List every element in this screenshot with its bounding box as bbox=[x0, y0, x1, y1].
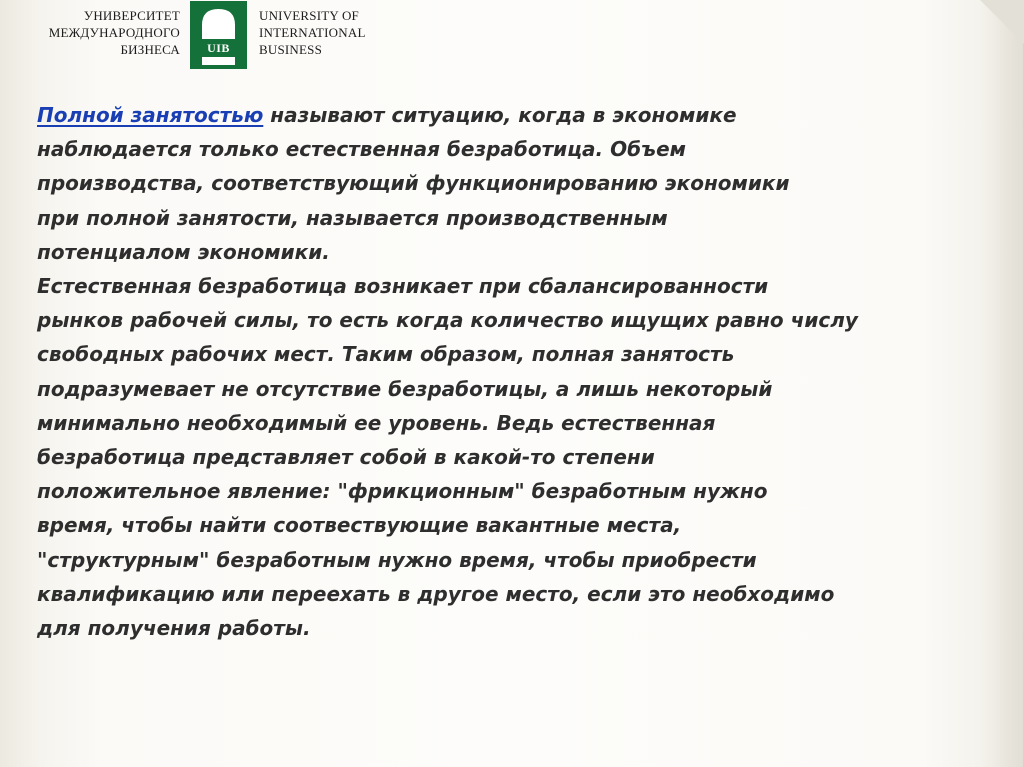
text-line: при полной занятости, называется производственным bbox=[37, 205, 668, 230]
text-line: "структурным" безработным нужно время, чтобы приобрести bbox=[37, 547, 757, 572]
logo-ru-line: МЕЖДУНАРОДНОГО bbox=[48, 25, 180, 40]
slide-body-text bbox=[37, 98, 957, 645]
text-line: потенциалом экономики. bbox=[37, 239, 330, 264]
text-line: минимально необходимый ее уровень. Ведь естественная bbox=[37, 410, 716, 435]
page-curl-corner bbox=[980, 0, 1024, 44]
logo-name-english bbox=[259, 7, 419, 58]
text-line: Естественная безработица возникает при сбалансированности bbox=[37, 274, 769, 299]
text-line: подразумевает не отсутствие безработицы, а лишь некоторый bbox=[37, 376, 773, 401]
logo-ru-line: БИЗНЕСА bbox=[120, 42, 180, 57]
logo-en-line: UNIVERSITY OF bbox=[259, 8, 359, 23]
text-line: для получения работы. bbox=[37, 616, 311, 641]
logo-ru-line: УНИВЕРСИТЕТ bbox=[83, 8, 180, 23]
text-line: свободных рабочих мест. Таким образом, полная занятость bbox=[37, 342, 735, 367]
university-emblem-icon bbox=[190, 1, 247, 69]
logo-en-line: BUSINESS bbox=[259, 42, 323, 57]
text-line: производства, соответствующий функционированию экономики bbox=[37, 171, 790, 196]
page-fold-shadow bbox=[980, 0, 1024, 767]
full-employment-link[interactable]: Полной занятостью bbox=[37, 103, 264, 127]
text-line: рынков рабочей силы, то есть когда количество ищущих равно числу bbox=[37, 308, 858, 333]
text-line: наблюдается только естественная безработица. Объем bbox=[37, 137, 686, 162]
logo-name-russian bbox=[14, 7, 180, 58]
emblem-abbreviation: UIB bbox=[207, 41, 230, 55]
text-line: безработица представляет собой в какой-то степени bbox=[37, 445, 655, 470]
text-line: квалификацию или переехать в другое место, если это необходимо bbox=[37, 581, 835, 606]
text-line: положительное явление: "фрикционным" безработным нужно bbox=[37, 479, 768, 504]
text-line: время, чтобы найти соотвествующие вакантные места, bbox=[37, 513, 682, 538]
text-line-continuation: называют ситуацию, когда в экономике bbox=[263, 103, 737, 127]
text-line bbox=[37, 98, 957, 132]
logo-en-line: INTERNATIONAL bbox=[259, 25, 366, 40]
